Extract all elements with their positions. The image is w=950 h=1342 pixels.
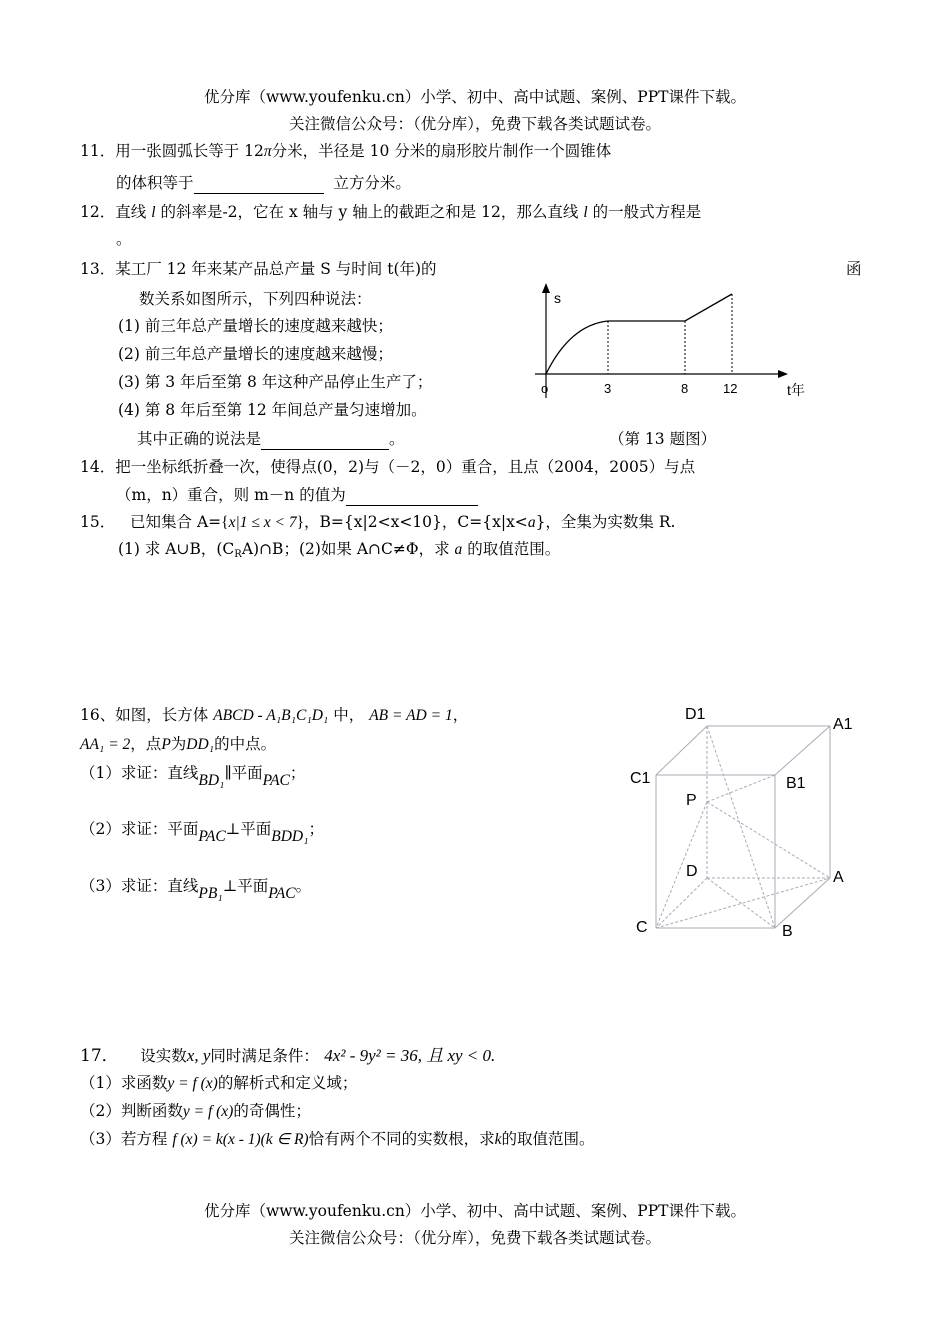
variable-a: a <box>454 541 463 558</box>
question-14-line-1 <box>80 456 695 478</box>
q12-text-c: 的一般式方程是 <box>592 203 702 221</box>
q17-item-2-end: 的奇偶性； <box>233 1102 311 1120</box>
condition-equation: 4x² - 9y² = 36, 且 xy < 0. <box>324 1046 496 1065</box>
label-p: P <box>686 792 697 809</box>
q16-item-1-end: ； <box>289 764 306 782</box>
q16-text-c: ， <box>452 706 469 724</box>
q16-item-2-b: BDD₁ <box>271 828 309 845</box>
segment-p-b1 <box>707 775 775 802</box>
equation-ab-ad: AB = AD = 1 <box>369 707 453 724</box>
q16-item-2 <box>80 818 324 856</box>
segment-d-b <box>707 878 775 928</box>
question-17-line-1 <box>80 1045 495 1067</box>
y-axis-arrow <box>542 283 550 293</box>
question-12-line-1 <box>80 201 701 224</box>
question-16-line-2 <box>80 733 276 756</box>
label-b1 <box>786 773 806 795</box>
footer-line-1: 优分库（www.youfenku.cn）小学、初中、高中试题、案例、PPT课件下载。 <box>203 1202 747 1220</box>
label-a1 <box>833 714 853 736</box>
box-name: ABCD - A₁B₁C₁D₁ <box>213 707 329 724</box>
tick-12: 12 <box>723 381 738 396</box>
answer-blank-14[interactable] <box>346 489 478 506</box>
q16-item-1 <box>80 762 305 800</box>
tick-3: 3 <box>604 381 612 396</box>
figure-16-cuboid <box>625 700 865 950</box>
x-axis-label: t年 <box>787 382 805 398</box>
q11-text-b: 分米，半径是 10 分米的扇形胶片制作一个圆锥体 <box>271 142 612 160</box>
question-11-line-1 <box>80 140 611 163</box>
q15-text-d: (1) 求 A∪B，(C <box>118 540 235 558</box>
q16-text-f: 的中点。 <box>214 735 277 753</box>
answer-blank-13[interactable] <box>261 433 389 450</box>
tick-origin: o <box>541 381 549 396</box>
question-number: 16、 <box>80 706 116 724</box>
label-c1 <box>630 768 650 790</box>
q13-text-a: 某工厂 12 年来某产品总产量 S 与时间 t(年)的 <box>115 260 437 278</box>
q17-text-b: 同时满足条件： <box>210 1047 319 1065</box>
question-14-line-2 <box>116 484 478 506</box>
tick-8: 8 <box>681 381 689 396</box>
q17-item-1-lead: （1）求函数 <box>80 1074 168 1092</box>
q16-item-3 <box>80 875 311 913</box>
label-c1-text: C1 <box>630 770 651 787</box>
subscript-r: R <box>234 549 242 560</box>
line-l: l <box>583 204 588 221</box>
q17-text-a: 设实数 <box>140 1047 187 1065</box>
question-12-line-2: 。 <box>116 230 132 248</box>
q13-text-c: 数关系如图所示，下列四种说法： <box>139 290 372 308</box>
figure-13-caption: （第 13 题图） <box>609 430 717 448</box>
label-d: D <box>686 863 698 880</box>
segment-dd1: DD₁ <box>186 736 215 753</box>
edge-a1-b1 <box>775 726 830 775</box>
variables-xy: x, y <box>186 1046 211 1065</box>
segment-p-a <box>707 802 830 878</box>
label-b: B <box>782 923 793 940</box>
segment-p-c <box>656 802 707 928</box>
equation-aa1: AA₁ = 2 <box>80 736 131 753</box>
question-number: 13． <box>80 260 116 278</box>
header-line-1: 优分库（www.youfenku.cn）小学、初中、高中试题、案例、PPT课件下载。 <box>203 88 747 106</box>
question-16-line-1 <box>80 704 468 727</box>
point-p: P <box>161 736 171 753</box>
q12-text-a: 直线 <box>115 203 147 221</box>
question-11-line-2 <box>116 172 411 194</box>
segment-d1-b <box>707 726 775 928</box>
q17-item-1-end: 的解析式和定义域； <box>217 1074 358 1092</box>
q16-item-3-end: 。 <box>295 877 312 895</box>
q16-item-3-a: PB₁ <box>198 885 223 902</box>
label-a: A <box>833 869 844 886</box>
q16-item-1-a: BD₁ <box>198 772 225 789</box>
set-a-definition: x|1 ≤ x < 7 <box>228 514 297 531</box>
q16-item-2-a: PAC <box>198 828 226 845</box>
q14-text-b: （m，n）重合，则 m－n 的值为 <box>116 486 346 504</box>
q13-item-1: (1) 前三年总产量增长的速度越来越快； <box>118 317 393 335</box>
q17-item-1-math: y = f (x) <box>167 1075 218 1092</box>
q16-item-1-mid: ∥平面 <box>224 764 263 782</box>
q16-text-b: 中， <box>333 706 365 724</box>
q11-text-c: 的体积等于 <box>116 174 194 192</box>
q17-item-1 <box>80 1072 357 1095</box>
figure-13-graph <box>525 280 825 410</box>
q13-text-d: 其中正确的说法是 <box>137 430 262 448</box>
q16-item-2-end: ； <box>308 820 324 838</box>
q14-text-a: 把一坐标纸折叠一次，使得点(0，2)与（－2，0）重合，且点（2004，2005）与点 <box>115 458 696 476</box>
label-a1-text: A1 <box>833 716 853 733</box>
q12-text-b: 的斜率是-2，它在 x 轴与 y 轴上的截距之和是 12，那么直线 <box>160 203 579 221</box>
q16-item-3-lead: （3）求证：直线 <box>80 877 199 895</box>
q16-item-3-mid: ⊥平面 <box>222 877 269 895</box>
q17-item-2-math: y = f (x) <box>182 1103 234 1120</box>
q11-text-d: 立方分米。 <box>333 174 411 192</box>
q16-item-2-lead: （2）求证：平面 <box>80 820 199 838</box>
label-d1-text: D1 <box>685 706 706 723</box>
q16-item-1-lead: （1）求证：直线 <box>80 764 199 782</box>
set-a-brace-close: } <box>296 514 305 531</box>
q16-text-d: ，点 <box>130 735 162 753</box>
label-c: C <box>636 919 648 936</box>
x-axis-arrow <box>778 370 788 378</box>
q13-item-2: (2) 前三年总产量增长的速度越来越慢； <box>118 345 393 363</box>
q17-item-3 <box>80 1128 595 1151</box>
footer-line-2: 关注微信公众号：（优分库），免费下载各类试题试卷。 <box>288 1229 661 1247</box>
q11-text-a: 用一张圆弧长等于 12 <box>115 142 264 160</box>
set-a-brace-open: { <box>221 514 229 531</box>
header-line-2: 关注微信公众号：（优分库），免费下载各类试题试卷。 <box>288 115 661 133</box>
question-number: 17． <box>80 1046 119 1066</box>
y-axis-label: s <box>554 290 561 306</box>
q17-item-2 <box>80 1100 311 1123</box>
question-13-line-1 <box>80 258 437 280</box>
production-curve <box>546 294 732 374</box>
label-d1 <box>685 704 705 726</box>
question-number: 14． <box>80 458 116 476</box>
question-15-line-1 <box>80 511 675 534</box>
answer-blank-11[interactable] <box>194 177 324 194</box>
q17-item-3-math: f (x) = k(x - 1)(k ∈ R) <box>172 1131 309 1148</box>
q13-text-e: 。 <box>389 430 405 448</box>
edge-c1-d1 <box>656 726 707 775</box>
q16-item-1-b: PAC <box>262 772 290 789</box>
q16-item-3-b: PAC <box>268 885 296 902</box>
q17-item-3-lead: （3）若方程 <box>80 1130 168 1148</box>
q15-text-c: }，全集为实数集 R. <box>535 513 676 531</box>
q13-text-b: 函 <box>846 260 862 278</box>
q15-text-e: A)∩B；(2)如果 A∩C≠Φ，求 <box>241 540 450 558</box>
q17-item-2-lead: （2）判断函数 <box>80 1102 183 1120</box>
q16-item-2-mid: ⊥平面 <box>225 820 272 838</box>
pi-symbol: π <box>263 143 272 160</box>
line-l: l <box>151 204 156 221</box>
question-number: 12． <box>80 203 116 221</box>
question-15-line-2 <box>118 538 560 566</box>
q13-item-4: (4) 第 8 年后至第 12 年间总产量匀速增加。 <box>118 401 427 419</box>
q15-text-a: 已知集合 A= <box>130 513 222 531</box>
question-number: 15． <box>80 513 116 531</box>
q16-text-a: 如图，长方体 <box>115 706 209 724</box>
question-number: 11． <box>80 142 116 160</box>
q15-text-b: ，B={x|2<x<10}，C={x|x< <box>304 513 528 531</box>
variable-a: a <box>527 514 536 531</box>
q16-text-e: 为 <box>170 735 187 753</box>
label-b1-text: B1 <box>786 775 806 792</box>
q13-answer-line <box>137 428 405 450</box>
q17-item-3-end: 恰有两个不同的实数根，求 <box>308 1130 495 1148</box>
q17-item-3-end2: 的取值范围。 <box>501 1130 595 1148</box>
q15-text-f: 的取值范围。 <box>467 540 561 558</box>
q13-item-3: (3) 第 3 年后至第 8 年这种产品停止生产了； <box>118 373 433 391</box>
variable-k: k <box>494 1131 502 1148</box>
